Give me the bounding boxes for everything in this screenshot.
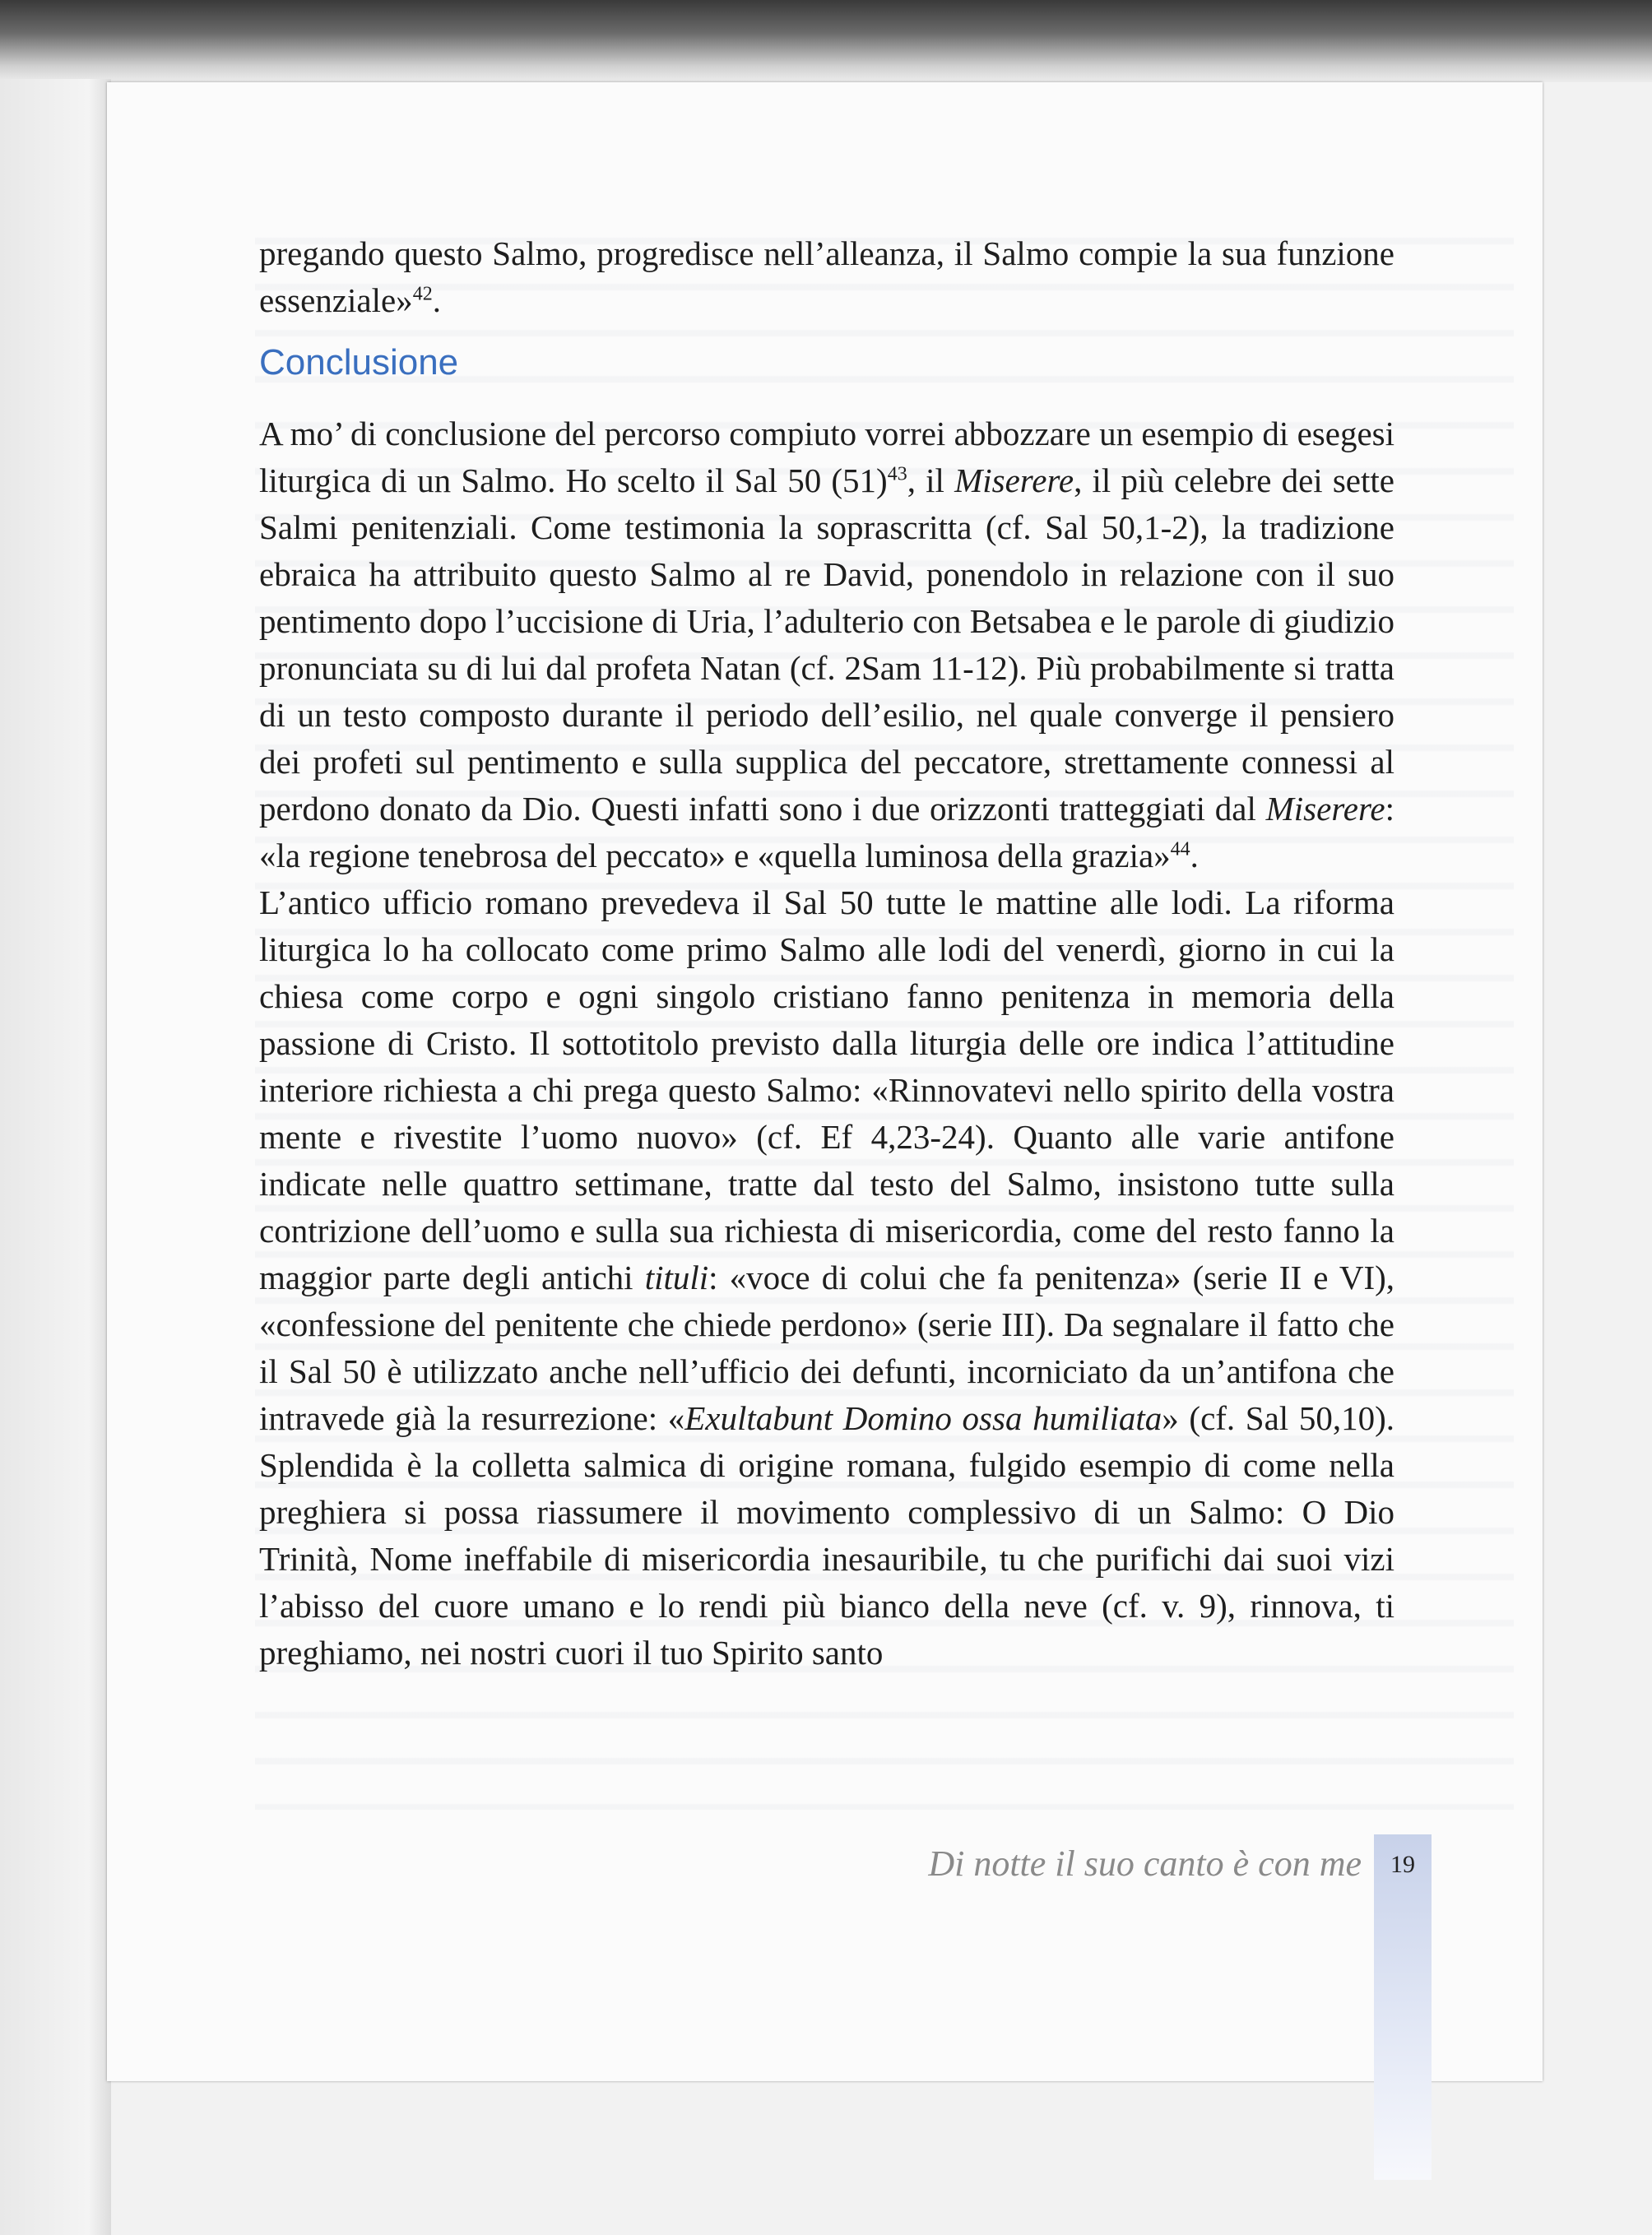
italic-term: Miserere (954, 461, 1074, 499)
facing-page-edge (0, 79, 111, 2235)
italic-term: Miserere (1265, 790, 1385, 828)
body-text (259, 230, 1394, 1676)
paragraph-text: , il (907, 461, 955, 499)
section-heading: Conclusione (259, 342, 459, 383)
paragraph-intro-end: . (432, 281, 441, 319)
paragraph-text: : «voce di colui che fa penitenza» (serie II e VI), «confessione del penitente che chiede perdono» (serie III). Da segnalare il fatto che il Sal 50 è utilizzato anche nell’ufficio dei defunti, incorniciato da un’antifona che intravede già la resurrezione: « (259, 1259, 1394, 1437)
book-page (107, 82, 1543, 2081)
italic-quote: Exultabunt Domino ossa humiliata (684, 1399, 1162, 1437)
page-footer (259, 1834, 1514, 1892)
footnote-ref-42: 42 (412, 283, 433, 305)
paragraph-text: A mo’ di conclusione del percorso compiuto vorrei abbozzare un esempio di esegesi liturgica di un Salmo. Ho scelto il Sal 50 (51) (259, 415, 1394, 499)
scanner-top-edge (0, 0, 1652, 82)
paragraph-conclusion (259, 410, 1394, 879)
paragraph-intro (259, 230, 1394, 324)
page-number: 19 (1390, 1851, 1415, 1878)
paragraph-intro-text: pregando questo Salmo, progredisce nell’alleanza, il Salmo compie la sua funzione essenziale» (259, 234, 1394, 319)
page-number-tab (1374, 1834, 1432, 2180)
paragraph-liturgy (259, 879, 1394, 1676)
running-title: Di notte il suo canto è con me (928, 1843, 1362, 1884)
footnote-ref-44: 44 (1170, 838, 1190, 860)
paragraph-text: . (1190, 837, 1199, 874)
footnote-ref-43: 43 (887, 463, 907, 485)
paragraph-text: : «la regione tenebrosa del peccato» e «quella luminosa della grazia» (259, 790, 1394, 874)
paragraph-text: L’antico ufficio romano prevedeva il Sal 50 tutte le mattine alle lodi. La riforma liturgica lo ha collocato come primo Salmo alle lodi del venerdì, giorno in cui la chiesa come corpo e ogni singolo cristiano fanno penitenza in memoria della passione di Cristo. Il sottotitolo previsto dalla liturgia delle ore indica l’attitudine interiore richiesta a chi prega questo Salmo: «Rinnovatevi nello spirito della vostra mente e rivestite l’uomo nuovo» (cf. Ef 4,23-24). Quanto alle varie antifone indicate nelle quattro settimane, tratte dal testo del Salmo, insistono tutte sulla contrizione dell’uomo e sulla sua richiesta di misericordia, come del resto fanno la maggior parte degli antichi (259, 883, 1394, 1296)
italic-term: tituli (644, 1259, 709, 1296)
paragraph-text: , il più celebre dei sette Salmi penitenziali. Come testimonia la soprascritta (cf. Sal 50,1-2), la tradizione ebraica ha attribuito questo Salmo al re David, ponendolo in relazione con il suo pentimento dopo l’uccisione di Uria, l’adulterio con Betsabea e le parole di giudizio pronunciata su di lui dal profeta Natan (cf. 2Sam 11-12). Più probabilmente si tratta di un testo composto durante il periodo dell’esilio, nel quale converge il pensiero dei profeti sul pentimento e sulla supplica del peccatore, strettamente connessi al perdono donato da Dio. Questi infatti sono i due orizzonti tratteggiati dal (259, 461, 1394, 828)
paragraph-text: » (cf. Sal 50,10). Splendida è la colletta salmica di origine romana, fulgido esempio di come nella preghiera si possa riassumere il movimento complessivo di un Salmo: O Dio Trinità, Nome ineffabile di misericordia inesauribile, tu che purifichi dai suoi vizi l’abisso del cuore umano e lo rendi più bianco della neve (cf. v. 9), rinnova, ti preghiamo, nei nostri cuori il tuo Spirito santo (259, 1399, 1394, 1672)
